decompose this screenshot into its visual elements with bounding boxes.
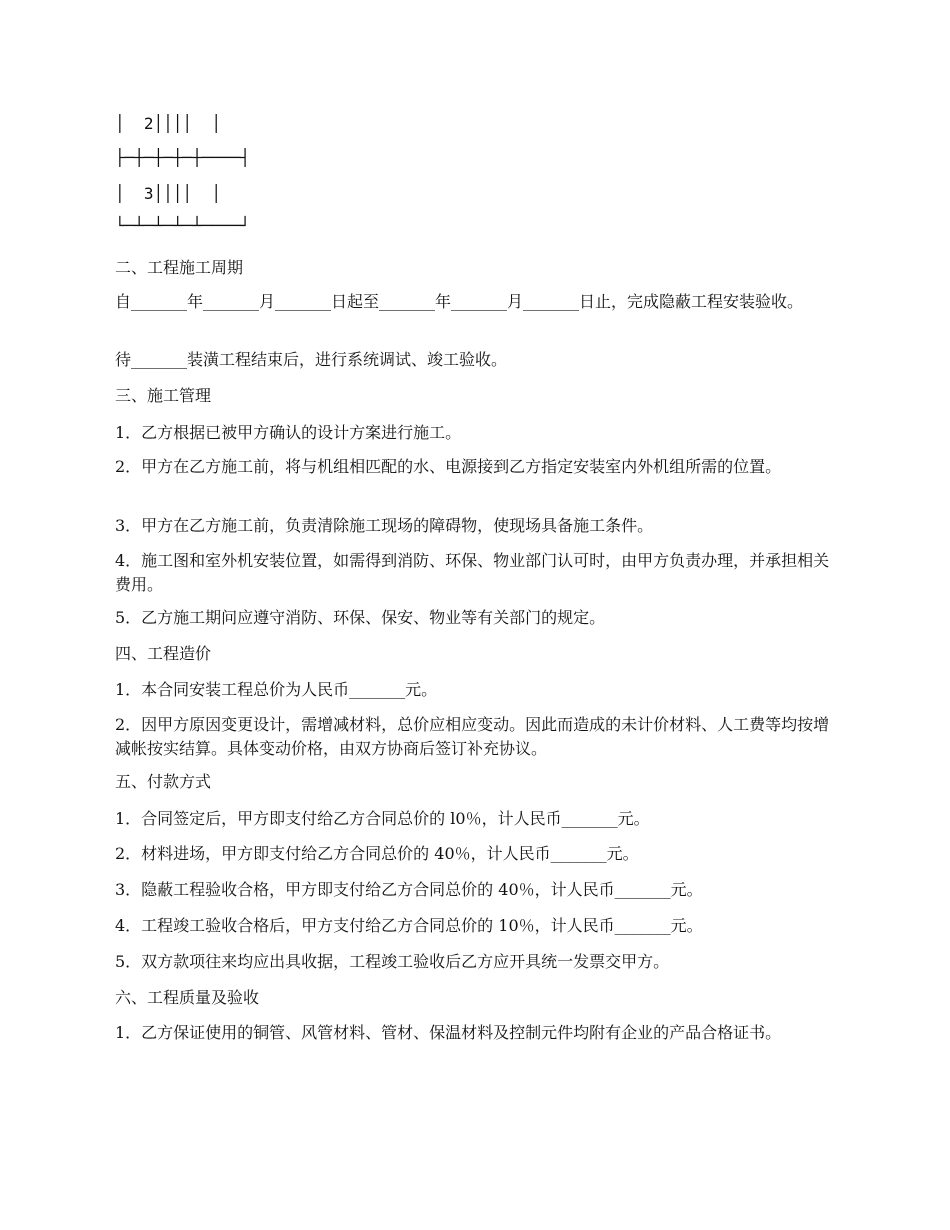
section-heading: 四、工程造价 [115, 644, 212, 663]
section-heading: 五、付款方式 [115, 772, 212, 791]
paragraph: 4．施工图和室外机安装位置，如需得到消防、环保、物业部门认可时，由甲方负责办理，并承担相关费用。 [115, 551, 830, 594]
paragraph: 待_______装潢工程结束后，进行系统调试、竣工验收。 [115, 350, 508, 369]
paragraph: 1．本合同安装工程总价为人民币_______元。 [115, 680, 438, 699]
section-heading: 六、工程质量及验收 [115, 988, 260, 1007]
paragraph: 4．工程竣工验收合格后，甲方支付给乙方合同总价的 10％，计人民币_______元。 [115, 916, 703, 935]
paragraph: 3．甲方在乙方施工前，负责清除施工现场的障碍物，使现场具备施工条件。 [115, 516, 654, 535]
table-border: └─┴─┴─┴─┴────┘ [115, 216, 250, 235]
paragraph: 2．材料进场，甲方即支付给乙方合同总价的 40％，计人民币_______元。 [115, 844, 639, 863]
table-border: ├─┼─┼─┼─┼────┤ [115, 148, 250, 167]
paragraph: 2．甲方在乙方施工前，将与机组相匹配的水、电源接到乙方指定安装室内外机组所需的位置。 [115, 457, 782, 476]
paragraph: 1．乙方保证使用的铜管、风管材料、管材、保温材料及控制元件均附有企业的产品合格证书。 [115, 1023, 782, 1042]
section-heading: 二、工程施工周期 [115, 258, 244, 277]
paragraph: 3．隐蔽工程验收合格，甲方即支付给乙方合同总价的 40％，计人民币_______元。 [115, 880, 703, 899]
paragraph: 自_______年_______月_______日起至_______年_______月_______日止，完成隐蔽工程安装验收。 [115, 292, 804, 311]
table-row: │ 3││││ │ [115, 184, 221, 203]
paragraph: 1．合同签定后，甲方即支付给乙方合同总价的 l0％，计人民币_______元。 [115, 809, 650, 828]
paragraph: 2．因甲方原因变更设计，需增减材料，总价应相应变动。因此而造成的未计价材料、人工费等均按增减帐按实结算。具体变动价格，由双方协商后签订补充协议。 [115, 715, 830, 758]
table-row: │ 2││││ │ [115, 114, 221, 133]
section-heading: 三、施工管理 [115, 386, 212, 405]
paragraph: 5．乙方施工期问应遵守消防、环保、保安、物业等有关部门的规定。 [115, 608, 606, 627]
paragraph: 1．乙方根据已被甲方确认的设计方案进行施工。 [115, 423, 462, 442]
paragraph: 5．双方款项往来均应出具收据，工程竣工验收后乙方应开具统一发票交甲方。 [115, 952, 670, 971]
